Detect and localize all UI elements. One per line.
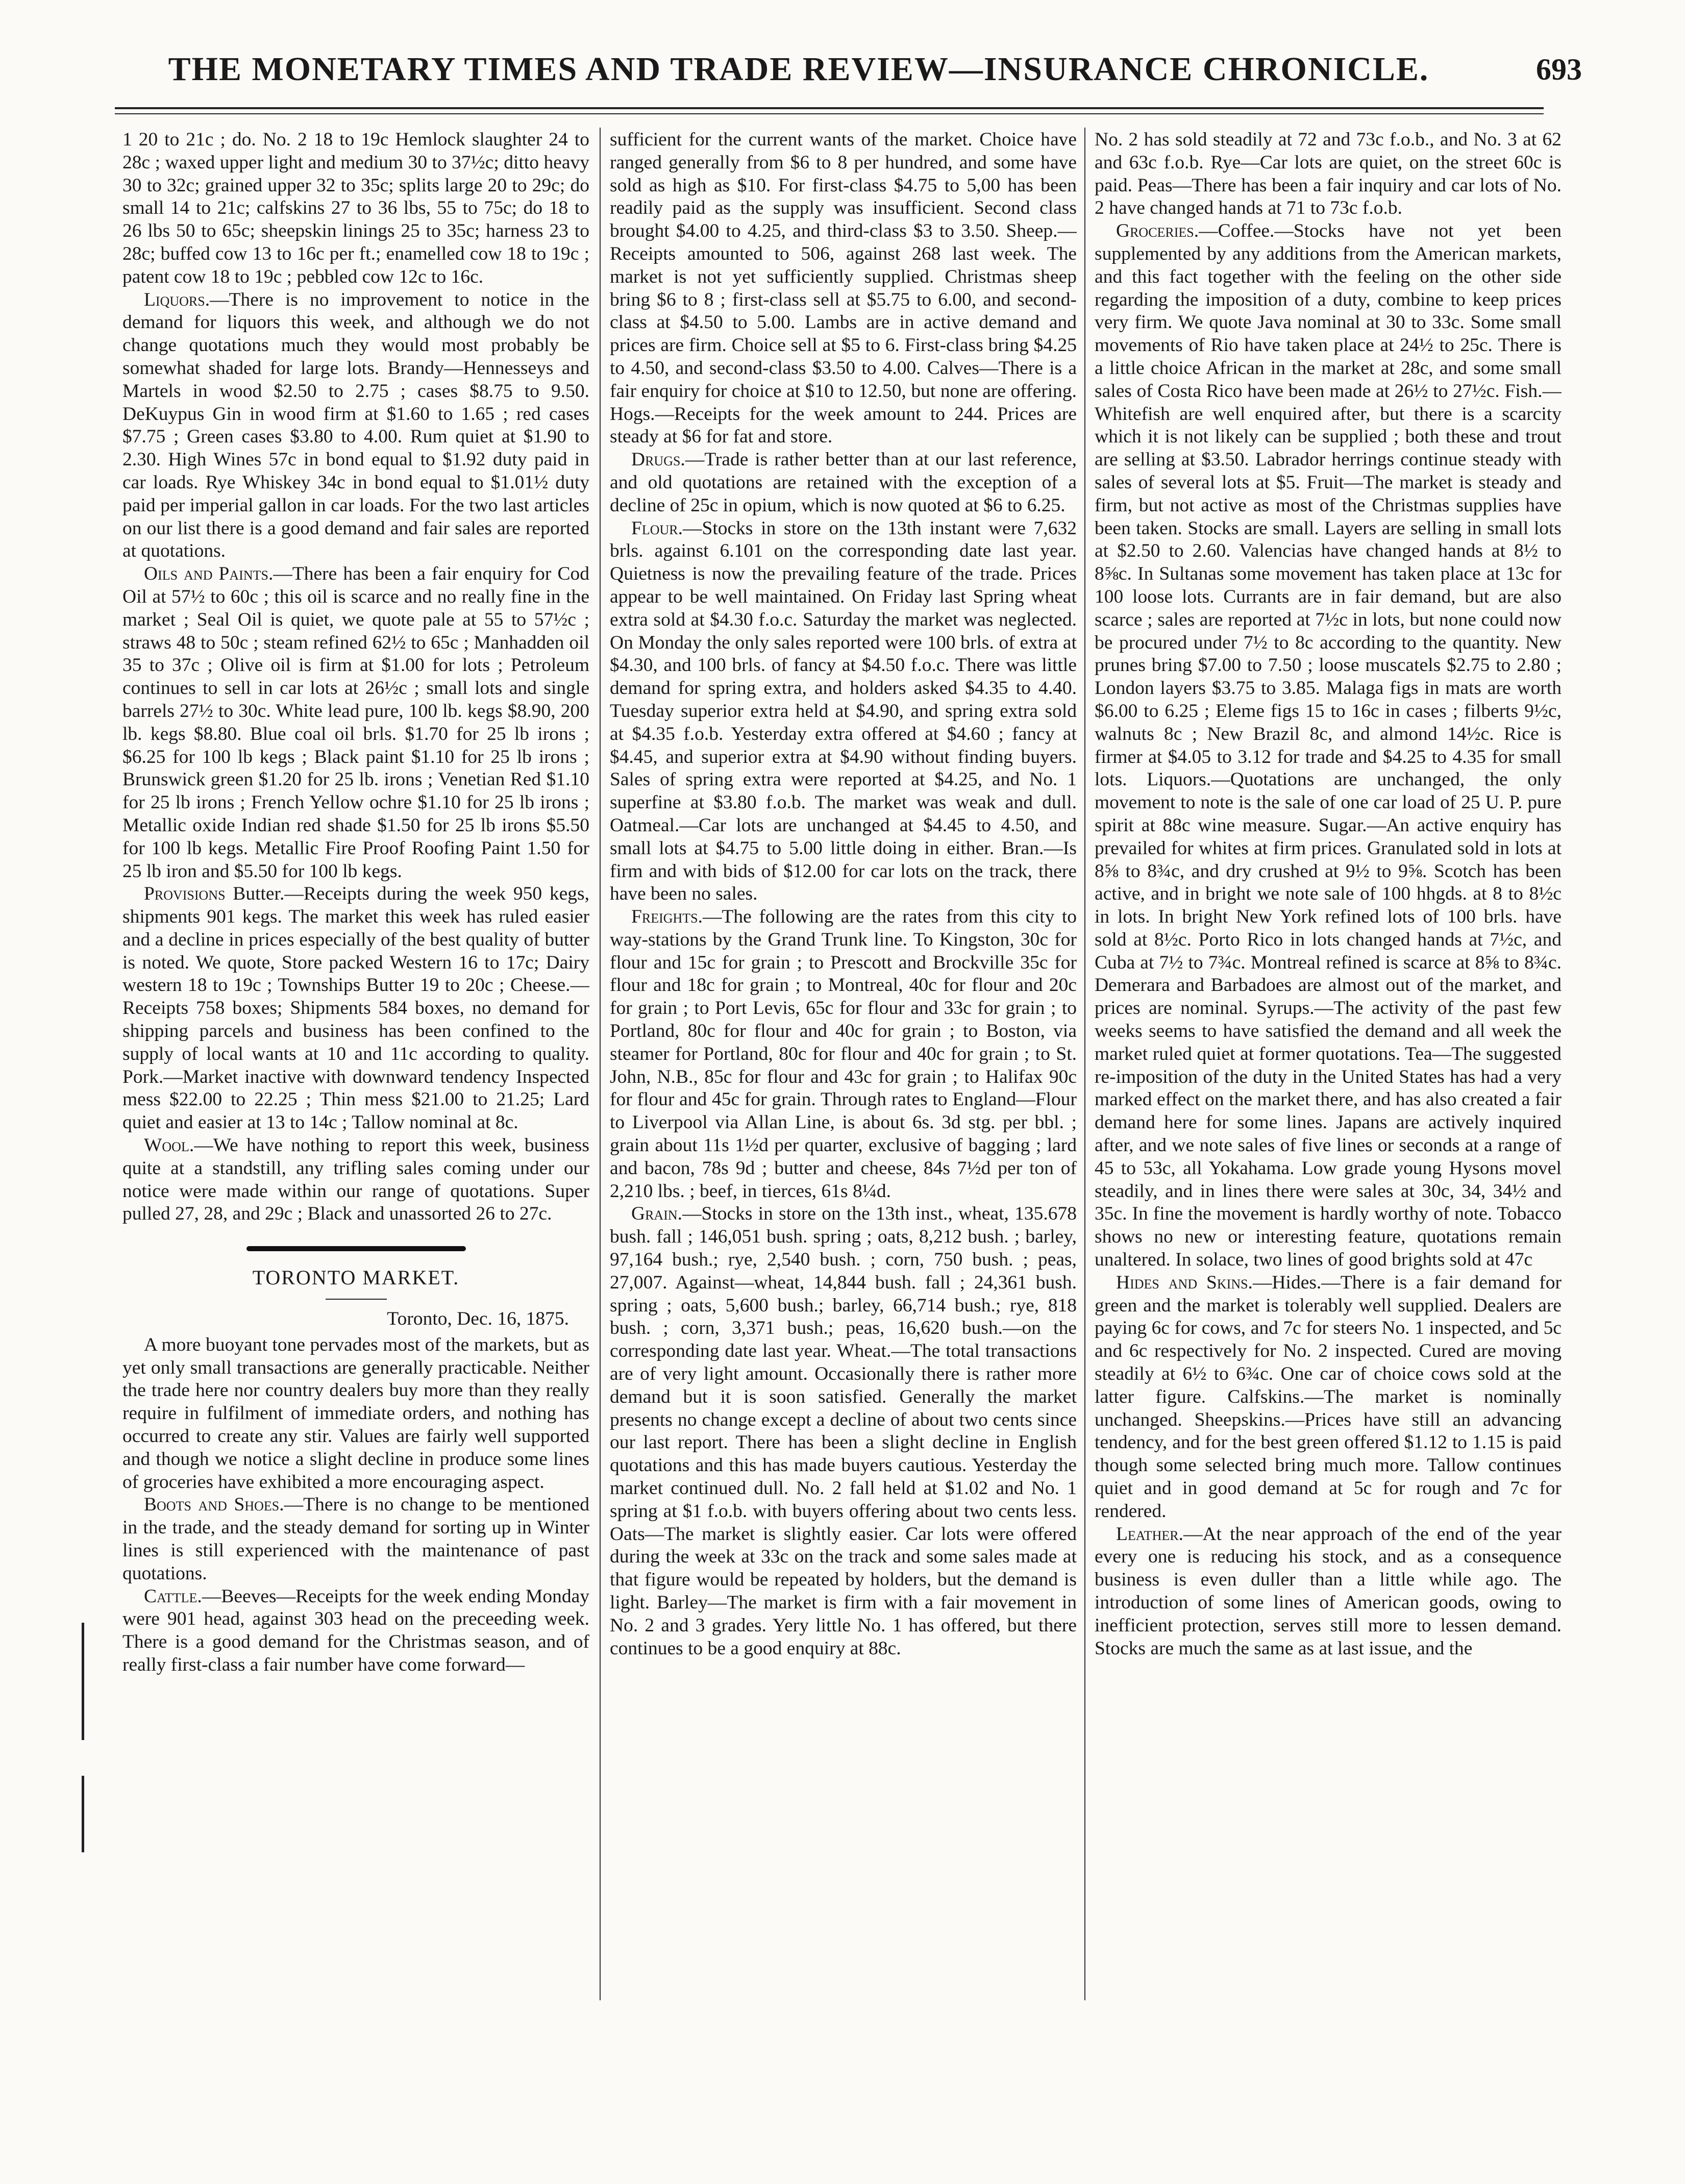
article-paragraph xyxy=(122,289,589,563)
section-text: —Hides.—There is a fair demand for green and the market is tolerably well supplied. Dealers are paying 6c for cows, and 7c for steers No. 1 inspected, and 5c and 6c respectively for No. 2 inspected. Cured are moving steadily at 6½ to 6¾c. One car of choice cows sold at the latter figure. Calfskins.—The market is nominally unchanged. Sheepskins.—Prices have still an advancing tendency, and for the best green offered $1.12 to 1.15 is paid though some selected bring much more. Tallow continues quiet and in good demand at 5c for rough and 7c for rendered. xyxy=(1095,1272,1562,1522)
section-text: —Beeves—Receipts for the week ending Monday were 901 head, against 303 head on the preceeding week. There is a good demand for the Christmas season, and of really first-class a fair number have come forward— xyxy=(122,1585,589,1675)
header-rule xyxy=(115,107,1544,109)
article-paragraph xyxy=(122,1494,589,1585)
section-text: —Stocks in store on the 13th instant were 7,632 brls. against 6.101 on the corresponding date last year. Quietness is now the prevailing feature of the trade. Prices appear to be well maintained. On Friday last Spring wheat extra sold at $4.30 f.o.c. Saturday the market was neglected. On Monday the only sales reported were 100 brls. of extra at $4.30, and 100 brls. of fancy at $4.50 f.o.c. There was little demand for spring extra, and holders asked $4.35 to 4.40. Tuesday superior extra held at $4.90, and spring extra sold at $4.35 f.o.b. Yesterday extra offered at $4.60 ; fancy at $4.45, and superior extra at $4.90 without finding buyers. Sales of spring extra were reported at $4.25, and No. 1 superfine at $3.80 f.o.b. The market was weak and dull. Oatmeal.—Car lots are unchanged at $4.45 to 4.50, and small lots at $4.75 to 5.00 little doing in either. Bran.—Is firm and with bids of $12.00 for car lots on the track, there have been no sales. xyxy=(610,517,1077,905)
section-heading: Oils and Paints. xyxy=(144,563,274,585)
section-heading: Hides and Skins. xyxy=(1116,1272,1253,1293)
article-paragraph xyxy=(122,883,589,1134)
article-paragraph xyxy=(1095,1272,1562,1523)
short-rule xyxy=(326,1299,387,1300)
section-heading: Leather. xyxy=(1116,1523,1183,1545)
section-heading: Wool. xyxy=(144,1135,194,1156)
section-text: —Stocks in store on the 13th inst., wheat, 135.678 bush. fall ; 146,051 bush. spring ; oats, 8,212 bush. ; barley, 97,164 bush.; rye, 2,540 bush. ; corn, 750 bush. ; peas, 27,007. Against—wheat, 14,844 bush. fall ; 24,361 bush. spring ; oats, 5,600 bush.; barley, 66,714 bush.; rye, 818 bush. ; corn, 3,371 bush.; peas, 16,620 bush.—on the corresponding date last year. Wheat.—The total transactions are of very light amount. Occasionally there is rather more demand but it is soon satisfied. Generally the market presents no change except a decline of about two cents since our last report. There has been a slight decline in English quotations and this has made buyers cautious. Yesterday the market continued dull. No. 2 fall held at $1.02 and No. 1 spring at $1 f.o.b. with buyers offering about two cents less. Oats—The market is slightly easier. Car lots were offered during the week at 33c on the track and some sales made at that figure would be repeated by holders, but the demand is light. Barley—The market is firm with a fair movement in No. 2 and 3 grades. Yery little No. 1 has offered, but there continues to be a good enquiry at 88c. xyxy=(610,1203,1077,1659)
article-paragraph xyxy=(610,1203,1077,1660)
section-text: Butter.—Receipts during the week 950 kegs, shipments 901 kegs. The market this week has ruled easier and a decline in prices especially of the best quality of butter is noted. We quote, Store packed Western 16 to 17c; Dairy western 18 to 19c ; Townships Butter 19 to 20c ; Cheese.—Receipts 758 boxes; Shipments 584 boxes, no demand for shipping parcels and business has been confined to the supply of local wants at 10 and 11c according to quality. Pork.—Market inactive with downward tendency Inspected mess $22.00 to 22.25 ; Thin mess $21.00 to 21.25; Lard quiet and easier at 13 to 14c ; Tallow nominal at 8c. xyxy=(122,883,589,1133)
toronto-market-heading-block xyxy=(122,1246,589,1300)
section-heading: Provisions xyxy=(144,883,226,905)
section-text: —At the near approach of the end of the year every one is reducing his stock, and as a consequence business is even duller than a little while ago. The introduction of some lines of American goods, owing to inefficient protection, serves still more to lessen demand. Stocks are much the same as at last issue, and the xyxy=(1095,1523,1562,1659)
section-heading: Boots and Shoes. xyxy=(144,1494,284,1516)
section-text: —We have nothing to report this week, business quite at a standstill, any trifling sales coming under our notice were made within our range of quotations. Super pulled 27, 28, and 29c ; Black and unassorted 26 to 27c. xyxy=(122,1135,589,1225)
article-paragraph xyxy=(610,906,1077,1203)
section-heading: Grain. xyxy=(631,1203,683,1225)
article-paragraph xyxy=(122,563,589,883)
section-heading: Liquors. xyxy=(144,289,210,310)
article-paragraph xyxy=(122,1585,589,1677)
header-rule-thin xyxy=(115,113,1544,114)
article-paragraph xyxy=(610,517,1077,906)
margin-mark xyxy=(82,1623,84,1740)
section-title: TORONTO MARKET. xyxy=(252,1266,460,1289)
section-heading: Freights. xyxy=(631,906,703,928)
masthead-title: THE MONETARY TIMES AND TRADE REVIEW—INSURANCE CHRONICLE. xyxy=(168,51,1429,88)
column-divider xyxy=(600,128,601,2000)
column-3 xyxy=(1095,129,1562,2006)
section-heading: Groceries. xyxy=(1116,220,1199,242)
article-paragraph: 1 20 to 21c ; do. No. 2 18 to 19c Hemlock slaughter 24 to 28c ; waxed upper light and medium 30 to 37½c; ditto heavy 30 to 32c; grained upper 32 to 35c; splits large 20 to 29c; do small 14 to 21c; calfskins 27 to 36 lbs, 55 to 75c; do 18 to 26 lbs 50 to 65c; sheepskin linings 25 to 35c; harness 23 to 28c; buffed cow 13 to 16c per ft.; enamelled cow 18 to 19c ; patent cow 18 to 19c ; pebbled cow 12c to 16c. xyxy=(122,129,589,287)
page-number: 693 xyxy=(1536,53,1582,86)
section-text: —Trade is rather better than at our last reference, and old quotations are retained with the exception of a decline of 25c in opium, which is now quoted at $6 to 6.25. xyxy=(610,449,1077,516)
article-paragraph: sufficient for the current wants of the market. Choice have ranged generally from $6 to 8 per hundred, and some have sold as high as $10. For first-class $4.75 to 5,00 has been readily paid as the supply was insufficient. Second class brought $4.00 to 4.25, and third-class $3 to 3.50. Sheep.—Receipts amounted to 506, against 268 last week. The market is not yet sufficiently supplied. Christmas sheep bring $6 to 8 ; first-class sell at $5.75 to 6.00, and second-class at $4.50 to 5.00. Lambs are in active demand and prices are firm. Choice sell at $5 to 6. First-class bring $4.25 to 4.50, and second-class $3.50 to 4.00. Calves—There is a fair enquiry for choice at $10 to 12.50, but none are offering. Hogs.—Receipts for the week amount to 244. Prices are steady at $6 for fat and store. xyxy=(610,129,1077,448)
ornamental-rule xyxy=(246,1246,466,1251)
dateline: Toronto, Dec. 16, 1875. xyxy=(387,1308,569,1330)
section-heading: Cattle. xyxy=(144,1585,202,1607)
article-paragraph: A more buoyant tone pervades most of the markets, but as yet only small transactions are generally practicable. Neither the trade here nor country dealers buy more than they really require in fulfilment of immediate orders, and nothing has occurred to create any stir. Values are fairly well supported and though we notice a slight decline in produce some lines of groceries have exhibited a more encouraging aspect. xyxy=(122,1334,589,1493)
column-1 xyxy=(122,129,589,2006)
section-text: —There is no improvement to notice in the demand for liquors this week, and although we do not change quotations much they would most probably be somewhat shaded for large lots. Brandy—Hennesseys and Martels in wood $2.50 to 2.75 ; cases $8.75 to 9.50. DeKuypus Gin in wood firm at $1.60 to 1.65 ; red cases $7.75 ; Green cases $3.80 to 4.00. Rum quiet at $1.90 to 2.30. High Wines 57c in bond equal to $1.92 duty paid in car loads. Rye Whiskey 34c in bond equal to $1.01½ duty paid per imperial gallon in car loads. For the two last articles on our list there is a good demand and fair sales are reported at quotations. xyxy=(122,289,589,562)
section-text: —There is no change to be mentioned in the trade, and the steady demand for sorting up in Winter lines is still experienced with the maintenance of past quotations. xyxy=(122,1494,589,1584)
section-text: —Coffee.—Stocks have not yet been supplemented by any additions from the American markets, and this fact together with the feeling on the other side regarding the imposition of a duty, combine to keep prices very firm. We quote Java nominal at 30 to 33c. Some small movements of Rio have taken place at 24½ to 25c. There is a little choice African in the market at 28c, and some small sales of Costa Rico have been made at 26½ to 27½c. Fish.—Whitefish are well enquired after, but there is a scarcity which it is not likely can be supplied ; both these and trout are selling at $3.50. Labrador herrings continue steady with sales of several lots at $5. Fruit—The market is steady and firm, but not active as most of the Christmas supplies have been taken. Stocks are small. Layers are selling in small lots at $2.50 to 2.60. Valencias have changed hands at 8½ to 8⅝c. In Sultanas some movement has taken place at 13c for 100 loose lots. Currants are in fair demand, but are also scarce ; sales are reported at 7½c in lots, but none could now be procured under 7½ to 8c according to the quantity. New prunes bring $7.00 to 7.50 ; loose muscatels $2.75 to 2.80 ; London layers $3.75 to 3.85. Malaga figs in mats are worth $6.00 to 6.25 ; Eleme figs 15 to 16c in cases ; filberts 9½c, walnuts 8c ; New Brazil 8c, and almond 14½c. Rice is firmer at $4.05 to 3.12 for trade and $4.25 to 4.35 for small lots. Liquors.—Quotations are unchanged, the only movement to note is the sale of one car load of 25 U. P. pure spirit at 88c wine measure. Sugar.—An active enquiry has prevailed for whites at firm prices. Granulated sold in lots at 8⅝ to 8¾c, and dry crushed at 9½ to 9⅝. Scotch has been active, and in bright we note sale of 100 hhgds. at 8 to 8½c in lots. In bright New York refined lots of 100 brls. have sold at 8½c. Porto Rico in lots changed hands at 7½c, and Cuba at 7½ to 7¾c. Montreal refined is scarce at 8⅝ to 8¾c. Demerara and Barbadoes are almost out of the market, and prices are nominal. Syrups.—The activity of the past few weeks seems to have satisfied the demand and all week the market ruled quiet at former quotations. Tea—The suggested re-imposition of the duty in the United States has had a very marked effect on the market there, and has also created a fair demand here for some lines. Japans are actively inquired after, and we note sales of five lines or seconds at a range of 45 to 53c, all Yokahama. Low grade young Hysons movel steadily, and in lines there were sales at 30c, 34, 34½ and 35c. In fine the movement is hardly worthy of note. Tobacco shows no new or interesting feature, quotations remain unaltered. In solace, two lines of good brights sold at 47c xyxy=(1095,220,1562,1271)
article-paragraph xyxy=(610,449,1077,517)
article-paragraph xyxy=(1095,1523,1562,1660)
article-paragraph xyxy=(1095,220,1562,1272)
section-heading: Flour. xyxy=(631,517,683,539)
page-header xyxy=(148,46,1582,102)
section-text: —There has been a fair enquiry for Cod Oil at 57½ to 60c ; this oil is scarce and no really fine in the market ; Seal Oil is quiet, we quote pale at 55 to 57½c ; straws 48 to 50c ; steam refined 62½ to 65c ; Manhadden oil 35 to 37c ; Olive oil is firm at $1.00 for lots ; Petroleum continues to sell in car lots at 26½c ; small lots and single barrels 27½ to 30c. White lead pure, 100 lb. kegs $8.90, 200 lb. kegs $8.80. Blue coal oil brls. $1.70 for 25 lb irons ; $6.25 for 100 lb kegs ; Black paint $1.10 for 25 lb irons ; Brunswick green $1.20 for 25 lb. irons ; Venetian Red $1.10 for 25 lb irons ; French Yellow ochre $1.10 for 25 lb irons ; Metallic oxide Indian red shade $1.50 for 25 lb irons $5.50 for 100 lb kegs. Metallic Fire Proof Roofing Paint 1.50 for 25 lb iron and $5.50 for 100 lb kegs. xyxy=(122,563,589,882)
section-text: —The following are the rates from this city to way-stations by the Grand Trunk line. To Kingston, 30c for flour and 15c for grain ; to Prescott and Brockville 35c for flour and 18c for grain ; to Montreal, 40c for flour and 20c for grain ; to Port Levis, 65c for flour and 33c for grain ; to Portland, 80c for flour and 40c for grain ; to Boston, via steamer for Portland, 80c for flour and 40c for grain ; to St. John, N.B., 85c for flour and 43c for grain ; to Halifax 90c for flour and 45c for grain. Through rates to England—Flour to Liverpool via Allan Line, is about 6s. 3d stg. per bbl. ; grain about 11s 1½d per quarter, exclusive of bagging ; lard and bacon, 78s 9d ; butter and cheese, 84s 7½d per ton of 2,210 lbs. ; beef, in tierces, 61s 8¼d. xyxy=(610,906,1077,1202)
column-divider xyxy=(1084,128,1085,2000)
article-paragraph: No. 2 has sold steadily at 72 and 73c f.o.b., and No. 3 at 62 and 63c f.o.b. Rye—Car lots are quiet, on the street 60c is paid. Peas—There has been a fair inquiry and car lots of No. 2 have changed hands at 71 to 73c f.o.b. xyxy=(1095,129,1562,219)
column-2 xyxy=(610,129,1077,2006)
section-heading: Drugs. xyxy=(631,449,685,470)
margin-mark xyxy=(82,1776,84,1852)
article-paragraph xyxy=(122,1134,589,1226)
